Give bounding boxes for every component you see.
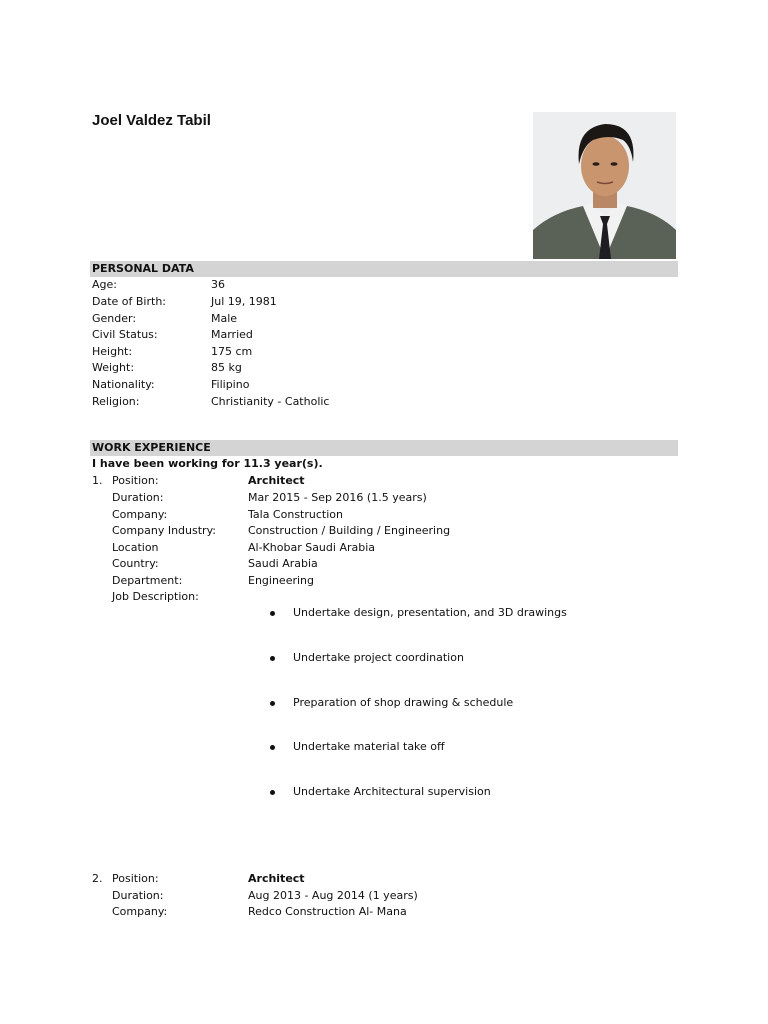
job-field-label: Job Description: [112,590,199,603]
job-field-value: Tala Construction [248,508,343,521]
job-field-label: Company: [112,905,168,918]
personal-value: Jul 19, 1981 [211,295,277,308]
personal-label: Weight: [92,361,135,374]
personal-value: Filipino [211,378,250,391]
personal-value: Christianity - Catholic [211,395,330,408]
personal-label: Age: [92,278,117,291]
job-field-label: Position: [112,474,159,487]
experience-summary: I have been working for 11.3 year(s). [92,457,323,470]
personal-value: 36 [211,278,225,291]
job-duty: Undertake material take off [293,740,445,753]
job-field-value: Saudi Arabia [248,557,318,570]
personal-label: Gender: [92,312,137,325]
job-field-label: Country: [112,557,159,570]
work-experience-header: WORK EXPERIENCE [90,440,678,456]
personal-data-header: PERSONAL DATA [90,261,678,277]
personal-label: Height: [92,345,133,358]
bullet-icon [270,790,275,795]
job-position: Architect [248,474,305,487]
personal-value: 85 kg [211,361,242,374]
personal-value: Married [211,328,253,341]
job-field-value: Construction / Building / Engineering [248,524,451,537]
job-field-label: Duration: [112,889,164,902]
job-duty: Undertake Architectural supervision [293,785,491,798]
personal-label: Civil Status: [92,328,158,341]
personal-label: Date of Birth: [92,295,167,308]
personal-value: 175 cm [211,345,253,358]
job-duty: Preparation of shop drawing & schedule [293,696,514,709]
job-duty: Undertake project coordination [293,651,464,664]
job-duty: Undertake design, presentation, and 3D drawings [293,606,567,619]
job-number: 2. [92,872,103,885]
bullet-icon [270,701,275,706]
job-field-label: Company Industry: [112,524,216,537]
job-field-value: Al-Khobar Saudi Arabia [248,541,376,554]
job-field-value: Mar 2015 - Sep 2016 (1.5 years) [248,491,427,504]
job-field-label: Department: [112,574,183,587]
personal-label: Religion: [92,395,140,408]
job-field-value: Engineering [248,574,314,587]
job-field-label: Duration: [112,491,164,504]
job-number: 1. [92,474,103,487]
job-field-label: Location [112,541,159,554]
job-field-value: Redco Construction Al- Mana [248,905,407,918]
personal-label: Nationality: [92,378,155,391]
job-field-label: Company: [112,508,168,521]
bullet-icon [270,656,275,661]
bullet-icon [270,745,275,750]
job-field-label: Position: [112,872,159,885]
bullet-icon [270,611,275,616]
job-field-value: Aug 2013 - Aug 2014 (1 years) [248,889,418,902]
job-position: Architect [248,872,305,885]
personal-value: Male [211,312,238,325]
profile-photo [533,112,676,259]
candidate-name: Joel Valdez Tabil [92,112,211,129]
